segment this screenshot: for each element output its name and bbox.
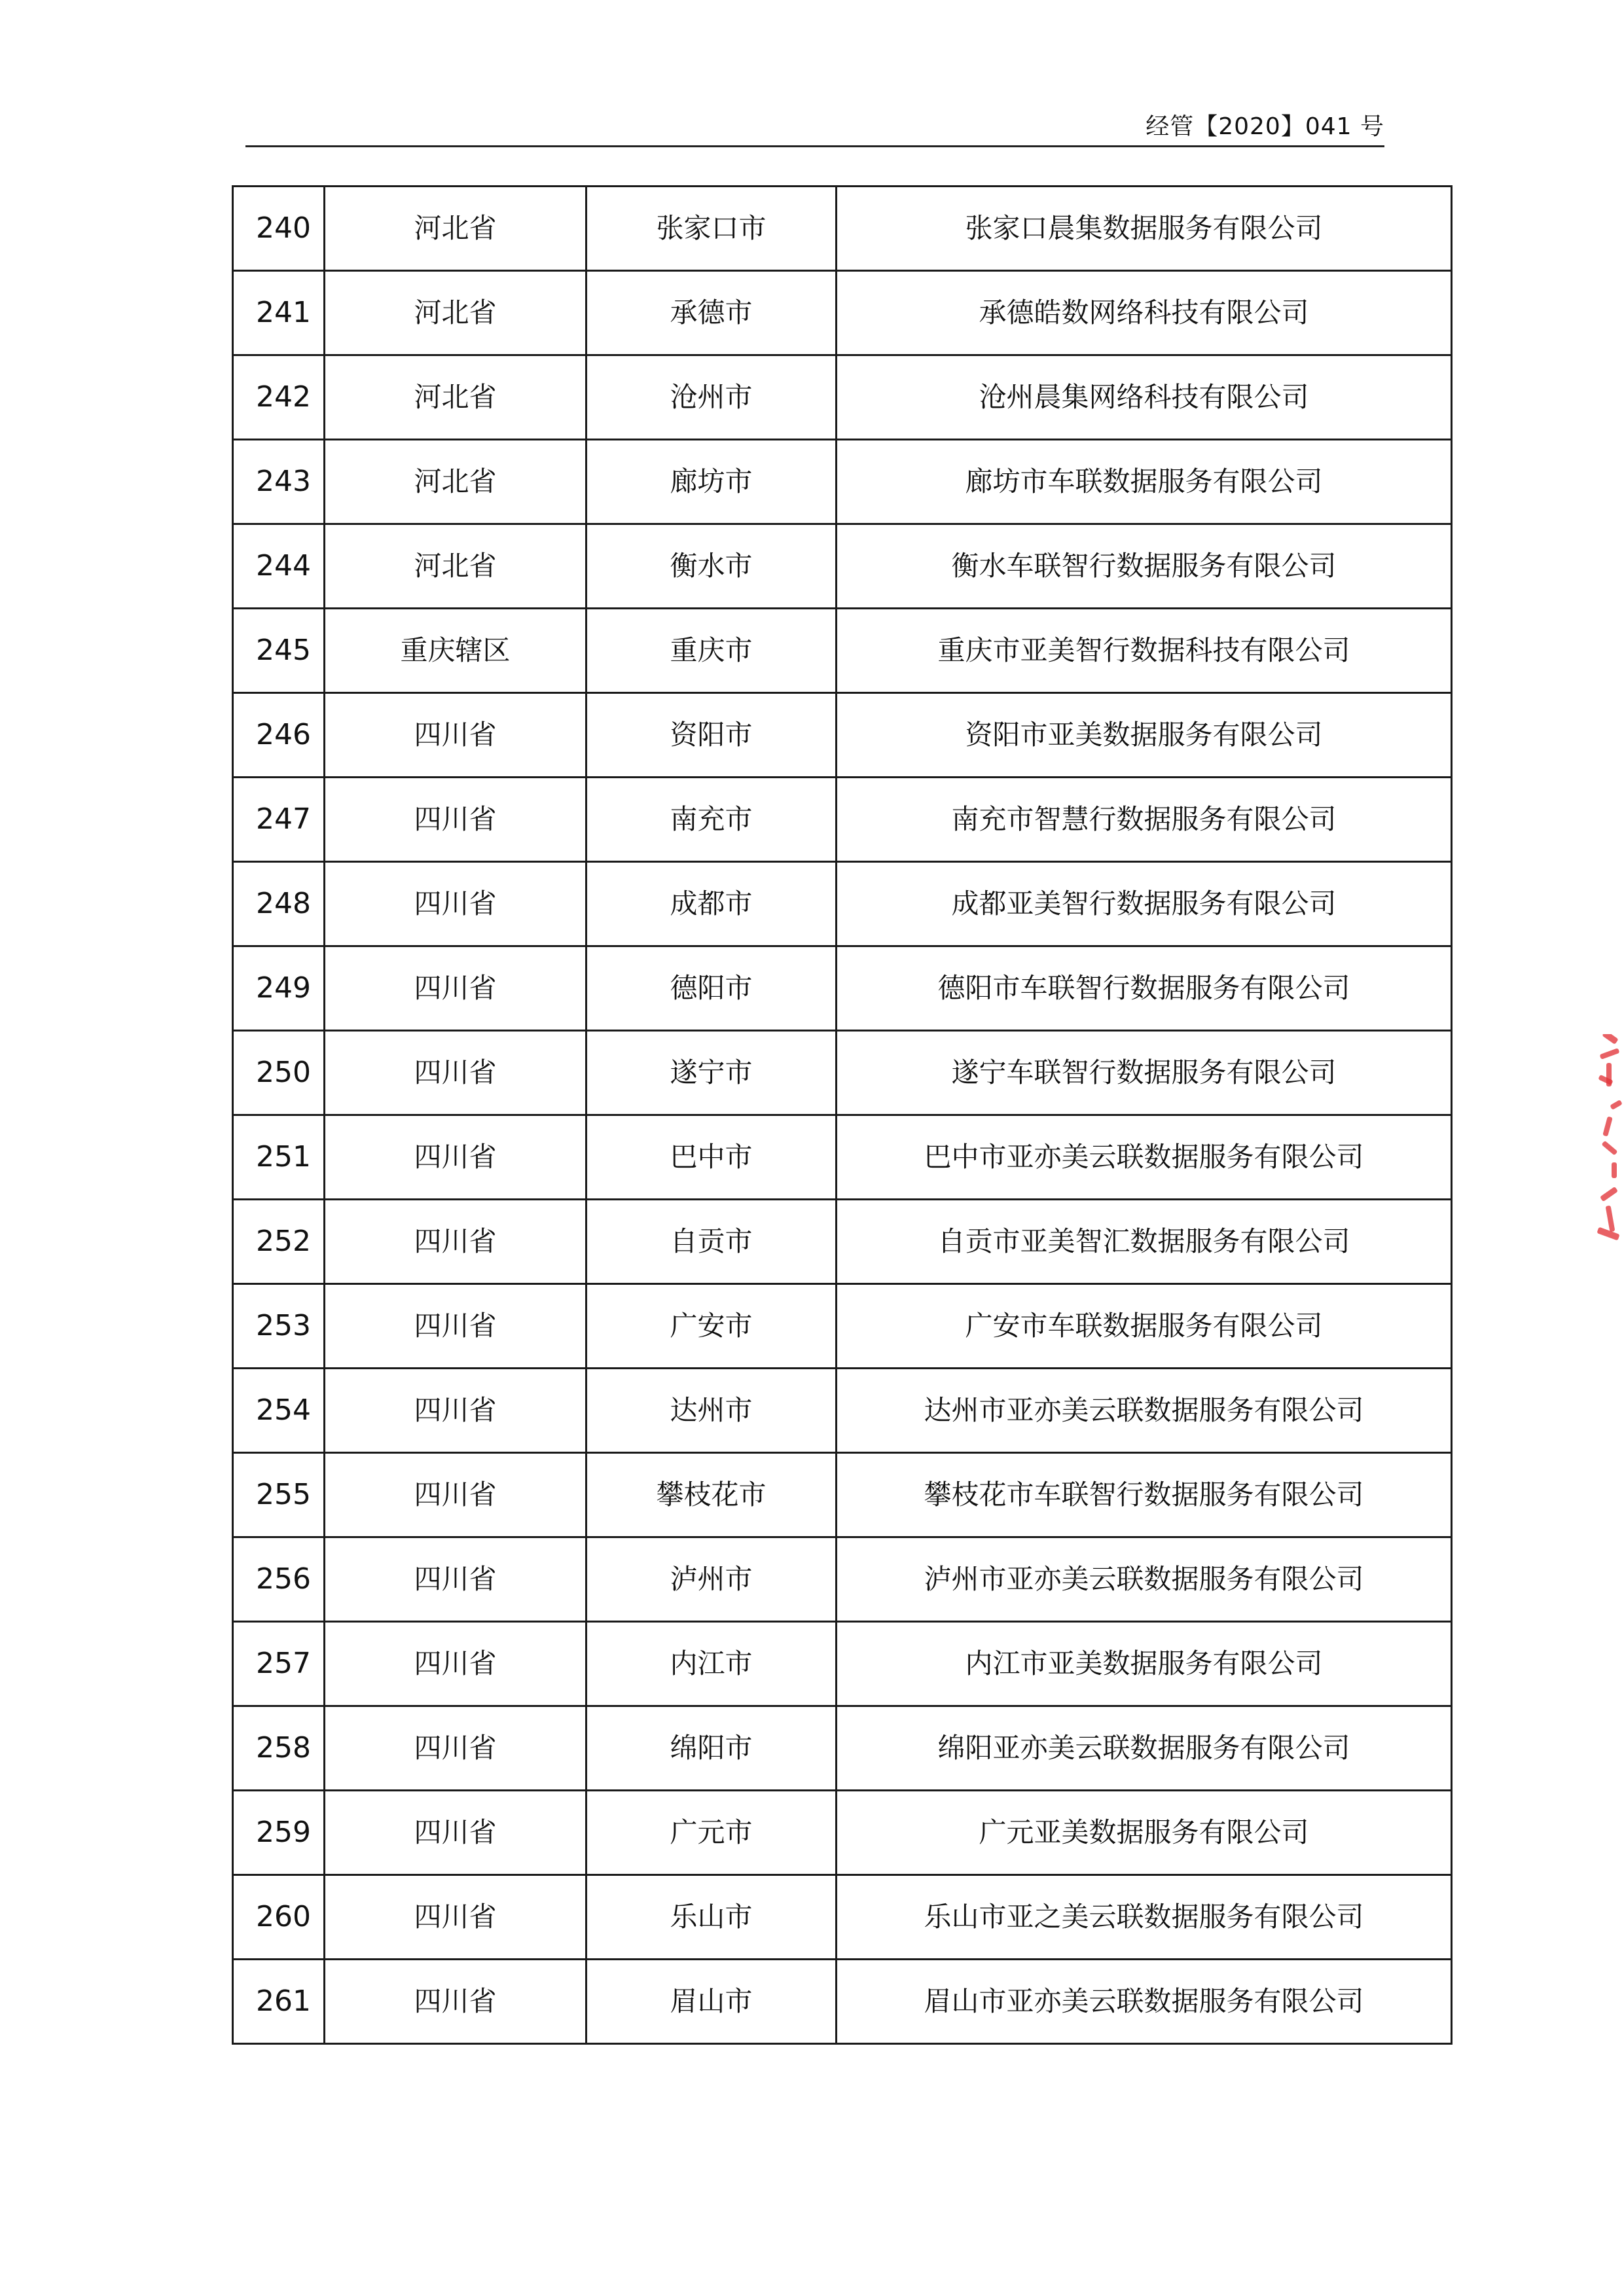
seal-stroke: [1602, 1116, 1612, 1136]
province-cell: 四川省: [325, 1537, 586, 1622]
table-row: [233, 862, 1452, 946]
city-cell: 重庆市: [586, 609, 837, 693]
row-number: 245: [233, 609, 325, 693]
city-cell: 巴中市: [586, 1115, 837, 1200]
company-cell: 遂宁车联智行数据服务有限公司: [837, 1031, 1452, 1115]
row-number: 255: [233, 1453, 325, 1537]
province-cell: 四川省: [325, 862, 586, 946]
table-row: [233, 1115, 1452, 1200]
city-cell: 承德市: [586, 271, 837, 355]
row-number: 246: [233, 693, 325, 778]
company-table: [232, 185, 1453, 2045]
row-number: 250: [233, 1031, 325, 1115]
city-cell: 达州市: [586, 1369, 837, 1453]
row-number: 256: [233, 1537, 325, 1622]
province-cell: 四川省: [325, 1369, 586, 1453]
table-row: [233, 1537, 1452, 1622]
company-cell: 自贡市亚美智汇数据服务有限公司: [837, 1200, 1452, 1284]
company-table-body: [233, 187, 1452, 2044]
company-cell: 张家口晨集数据服务有限公司: [837, 187, 1452, 271]
row-number: 240: [233, 187, 325, 271]
company-cell: 泸州市亚亦美云联数据服务有限公司: [837, 1537, 1452, 1622]
table-row: [233, 609, 1452, 693]
table-row: [233, 1200, 1452, 1284]
table-row: [233, 778, 1452, 862]
province-cell: 重庆辖区: [325, 609, 586, 693]
province-cell: 河北省: [325, 187, 586, 271]
table-row: [233, 524, 1452, 609]
table-row: [233, 1791, 1452, 1875]
company-cell: 绵阳亚亦美云联数据服务有限公司: [837, 1706, 1452, 1791]
table-row: [233, 1622, 1452, 1706]
seal-stroke: [1612, 1162, 1617, 1178]
company-cell: 成都亚美智行数据服务有限公司: [837, 862, 1452, 946]
row-number: 243: [233, 440, 325, 524]
row-number: 242: [233, 355, 325, 440]
table-row: [233, 440, 1452, 524]
city-cell: 绵阳市: [586, 1706, 837, 1791]
province-cell: 四川省: [325, 1622, 586, 1706]
company-cell: 资阳市亚美数据服务有限公司: [837, 693, 1452, 778]
company-cell: 巴中市亚亦美云联数据服务有限公司: [837, 1115, 1452, 1200]
seal-stroke: [1610, 1100, 1623, 1110]
company-cell: 承德皓数网络科技有限公司: [837, 271, 1452, 355]
company-cell: 重庆市亚美智行数据科技有限公司: [837, 609, 1452, 693]
seal-stroke: [1600, 1187, 1618, 1202]
province-cell: 四川省: [325, 1031, 586, 1115]
company-cell: 德阳市车联智行数据服务有限公司: [837, 946, 1452, 1031]
city-cell: 张家口市: [586, 187, 837, 271]
province-cell: 四川省: [325, 1706, 586, 1791]
row-number: 241: [233, 271, 325, 355]
city-cell: 内江市: [586, 1622, 837, 1706]
city-cell: 攀枝花市: [586, 1453, 837, 1537]
seal-stroke: [1606, 1206, 1615, 1232]
company-cell: 广安市车联数据服务有限公司: [837, 1284, 1452, 1369]
city-cell: 德阳市: [586, 946, 837, 1031]
table-row: [233, 1284, 1452, 1369]
row-number: 260: [233, 1875, 325, 1960]
company-cell: 攀枝花市车联智行数据服务有限公司: [837, 1453, 1452, 1537]
province-cell: 河北省: [325, 271, 586, 355]
seal-stroke: [1597, 1227, 1620, 1240]
province-cell: 四川省: [325, 946, 586, 1031]
table-row: [233, 1875, 1452, 1960]
province-cell: 河北省: [325, 355, 586, 440]
company-cell: 广元亚美数据服务有限公司: [837, 1791, 1452, 1875]
province-cell: 河北省: [325, 524, 586, 609]
company-cell: 乐山市亚之美云联数据服务有限公司: [837, 1875, 1452, 1960]
company-cell: 南充市智慧行数据服务有限公司: [837, 778, 1452, 862]
row-number: 252: [233, 1200, 325, 1284]
company-cell: 廊坊市车联数据服务有限公司: [837, 440, 1452, 524]
city-cell: 衡水市: [586, 524, 837, 609]
company-cell: 内江市亚美数据服务有限公司: [837, 1622, 1452, 1706]
table-row: [233, 271, 1452, 355]
company-cell: 沧州晨集网络科技有限公司: [837, 355, 1452, 440]
row-number: 261: [233, 1960, 325, 2044]
city-cell: 广安市: [586, 1284, 837, 1369]
city-cell: 乐山市: [586, 1875, 837, 1960]
row-number: 249: [233, 946, 325, 1031]
city-cell: 遂宁市: [586, 1031, 837, 1115]
table-row: [233, 1369, 1452, 1453]
city-cell: 广元市: [586, 1791, 837, 1875]
province-cell: 四川省: [325, 1791, 586, 1875]
province-cell: 四川省: [325, 1200, 586, 1284]
city-cell: 南充市: [586, 778, 837, 862]
table-row: [233, 355, 1452, 440]
table-row: [233, 1453, 1452, 1537]
city-cell: 资阳市: [586, 693, 837, 778]
city-cell: 自贡市: [586, 1200, 837, 1284]
table-row: [233, 1706, 1452, 1791]
table-row: [233, 1031, 1452, 1115]
table-row: [233, 187, 1452, 271]
row-number: 244: [233, 524, 325, 609]
row-number: 259: [233, 1791, 325, 1875]
company-cell: 眉山市亚亦美云联数据服务有限公司: [837, 1960, 1452, 2044]
city-cell: 廊坊市: [586, 440, 837, 524]
province-cell: 四川省: [325, 1960, 586, 2044]
table-row: [233, 946, 1452, 1031]
row-number: 247: [233, 778, 325, 862]
row-number: 253: [233, 1284, 325, 1369]
province-cell: 四川省: [325, 1875, 586, 1960]
province-cell: 四川省: [325, 778, 586, 862]
province-cell: 河北省: [325, 440, 586, 524]
province-cell: 四川省: [325, 1453, 586, 1537]
seal-stroke: [1600, 1048, 1620, 1060]
document-number: 经管【2020】041 号: [1146, 113, 1384, 140]
seal-stroke: [1602, 1034, 1618, 1045]
row-number: 254: [233, 1369, 325, 1453]
seal-stroke: [1601, 1141, 1617, 1156]
document-header: [245, 105, 1384, 147]
table-row: [233, 1960, 1452, 2044]
row-number: 248: [233, 862, 325, 946]
company-cell: 达州市亚亦美云联数据服务有限公司: [837, 1369, 1452, 1453]
province-cell: 四川省: [325, 1115, 586, 1200]
row-number: 258: [233, 1706, 325, 1791]
row-number: 251: [233, 1115, 325, 1200]
province-cell: 四川省: [325, 1284, 586, 1369]
city-cell: 沧州市: [586, 355, 837, 440]
province-cell: 四川省: [325, 693, 586, 778]
company-cell: 衡水车联智行数据服务有限公司: [837, 524, 1452, 609]
city-cell: 眉山市: [586, 1960, 837, 2044]
red-seal-fragment: [1597, 1034, 1624, 1244]
city-cell: 成都市: [586, 862, 837, 946]
row-number: 257: [233, 1622, 325, 1706]
city-cell: 泸州市: [586, 1537, 837, 1622]
table-row: [233, 693, 1452, 778]
